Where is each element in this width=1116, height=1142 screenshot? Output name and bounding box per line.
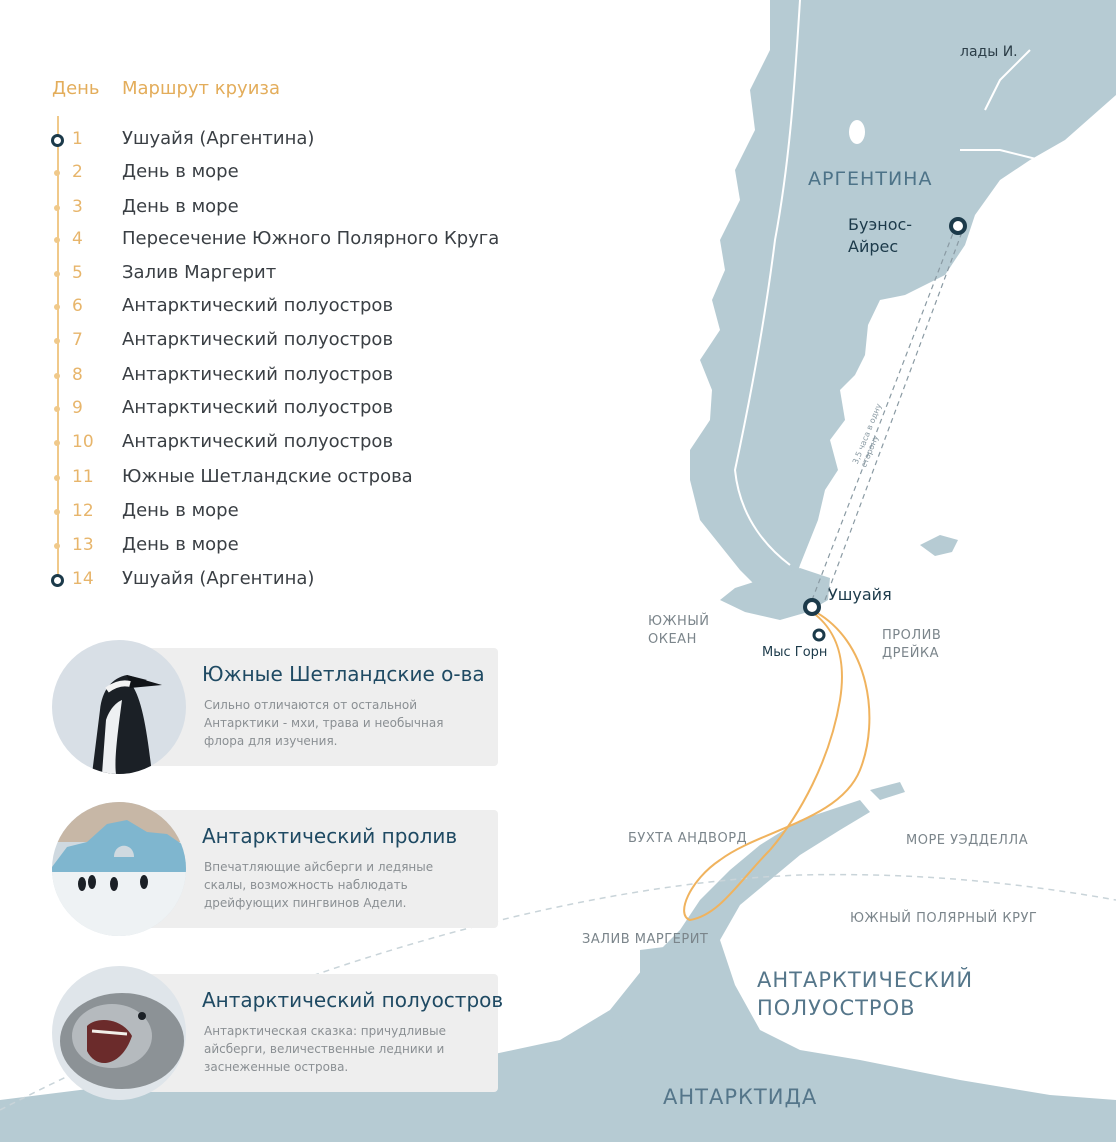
- itinerary-row: [0, 567, 560, 591]
- falklands-label: лады И.: [960, 44, 1018, 60]
- timeline-dot: [54, 440, 60, 446]
- highlight-card: [52, 966, 504, 1100]
- day-destination: Пересечение Южного Полярного Круга: [122, 228, 500, 249]
- itinerary-row: [0, 533, 560, 557]
- day-number: 1: [72, 129, 83, 149]
- card-description: Антарктическая сказка: причудливые айсберги, величественные ледники и заснеженные острова.: [204, 1024, 446, 1074]
- itinerary-row: [0, 328, 560, 352]
- day-destination: День в море: [122, 500, 239, 521]
- day-number: 14: [72, 569, 94, 589]
- andvord-bay-label: БУХТА АНДВОРД: [628, 831, 748, 846]
- route-column-header: Маршрут круиза: [122, 78, 280, 99]
- card-description: Сильно отличаются от остальной Антарктики - мхи, трава и необычная флора для изучения.: [204, 698, 444, 748]
- itinerary-row: [0, 195, 560, 219]
- ushuaia-label: Ушуайя: [828, 585, 892, 604]
- timeline-dot: [54, 543, 60, 549]
- day-number: 6: [72, 296, 83, 316]
- day-destination: Залив Маргерит: [122, 262, 277, 283]
- day-destination: Южные Шетландские острова: [122, 466, 413, 487]
- day-number: 4: [72, 229, 83, 249]
- day-destination: Антарктический полуостров: [122, 329, 394, 350]
- day-destination: Антарктический полуостров: [122, 431, 394, 452]
- south-america-landmass: [690, 0, 1116, 600]
- timeline-dot: [54, 205, 60, 211]
- card-title: Антарктический пролив: [202, 824, 458, 848]
- card-description: Впечатляющие айсберги и ледяные скалы, возможность наблюдать дрейфующих пингвинов Адели.: [204, 860, 434, 910]
- day-destination: Антарктический полуостров: [122, 397, 394, 418]
- day-number: 3: [72, 197, 83, 217]
- timeline-ring-marker: [51, 134, 64, 147]
- day-number: 10: [72, 432, 94, 452]
- buenos-aires-label: Буэнос-Айрес: [848, 215, 913, 256]
- timeline-dot: [54, 271, 60, 277]
- ushuaia-marker: [805, 600, 819, 614]
- timeline-ring-marker: [51, 574, 64, 587]
- day-number: 13: [72, 535, 94, 555]
- itinerary-row: [0, 363, 560, 387]
- penguin-photo-icon: [52, 640, 186, 774]
- itinerary-row: [0, 396, 560, 420]
- timeline-dot: [54, 509, 60, 515]
- card-title: Южные Шетландские о-ва: [202, 662, 485, 686]
- card-title: Антарктический полуостров: [202, 988, 504, 1012]
- day-destination: День в море: [122, 161, 239, 182]
- shetland-islands: [870, 782, 905, 800]
- itinerary-row: [0, 227, 560, 251]
- day-number: 9: [72, 398, 83, 418]
- highlight-card: [52, 802, 498, 936]
- timeline-dot: [54, 170, 60, 176]
- itinerary-row: [0, 127, 560, 151]
- day-number: 5: [72, 263, 83, 283]
- day-number: 7: [72, 330, 83, 350]
- itinerary-row: [0, 160, 560, 184]
- timeline-dot: [54, 237, 60, 243]
- antarctic-peninsula-label: АНТАРКТИЧЕСКИЙ ПОЛУОСТРОВ: [757, 968, 974, 1020]
- weddell-sea-label: МОРЕ УЭДДЕЛЛА: [906, 833, 1029, 848]
- timeline-dot: [54, 373, 60, 379]
- day-column-header: День: [52, 78, 100, 99]
- timeline-dot: [54, 338, 60, 344]
- day-destination: Ушуайя (Аргентина): [122, 568, 315, 589]
- timeline-dot: [54, 406, 60, 412]
- cape-horn-marker: [814, 630, 824, 640]
- itinerary-row: [0, 261, 560, 285]
- marguerite-bay-label: ЗАЛИВ МАРГЕРИТ: [582, 932, 709, 947]
- highlight-card: [52, 640, 498, 774]
- day-destination: Антарктический полуостров: [122, 364, 394, 385]
- itinerary-row: [0, 294, 560, 318]
- day-destination: День в море: [122, 196, 239, 217]
- drake-passage-label: ПРОЛИВ ДРЕЙКА: [882, 628, 942, 661]
- antarctic-circle-label: ЮЖНЫЙ ПОЛЯРНЫЙ КРУГ: [850, 911, 1038, 926]
- day-number: 12: [72, 501, 94, 521]
- itinerary-row: [0, 430, 560, 454]
- falkland-islands: [920, 535, 958, 556]
- timeline-dot: [54, 304, 60, 310]
- itinerary-row: [0, 499, 560, 523]
- day-number: 8: [72, 365, 83, 385]
- antarctica-label: АНТАРКТИДА: [663, 1085, 818, 1109]
- itinerary-row: [0, 465, 560, 489]
- flight-time-label: 3,5 часа в одну сторону: [850, 402, 884, 469]
- southern-ocean-label: ЮЖНЫЙ ОКЕАН: [648, 614, 710, 647]
- day-number: 2: [72, 162, 83, 182]
- seal-photo-icon: [52, 966, 186, 1100]
- buenos-aires-marker: [951, 219, 965, 233]
- day-destination: Антарктический полуостров: [122, 295, 394, 316]
- argentina-label: АРГЕНТИНА: [808, 168, 933, 190]
- cape-horn-label: Мыс Горн: [762, 645, 828, 660]
- timeline-dot: [54, 475, 60, 481]
- day-destination: День в море: [122, 534, 239, 555]
- day-destination: Ушуайя (Аргентина): [122, 128, 315, 149]
- day-number: 11: [72, 467, 94, 487]
- iceberg-photo-icon: [52, 802, 186, 936]
